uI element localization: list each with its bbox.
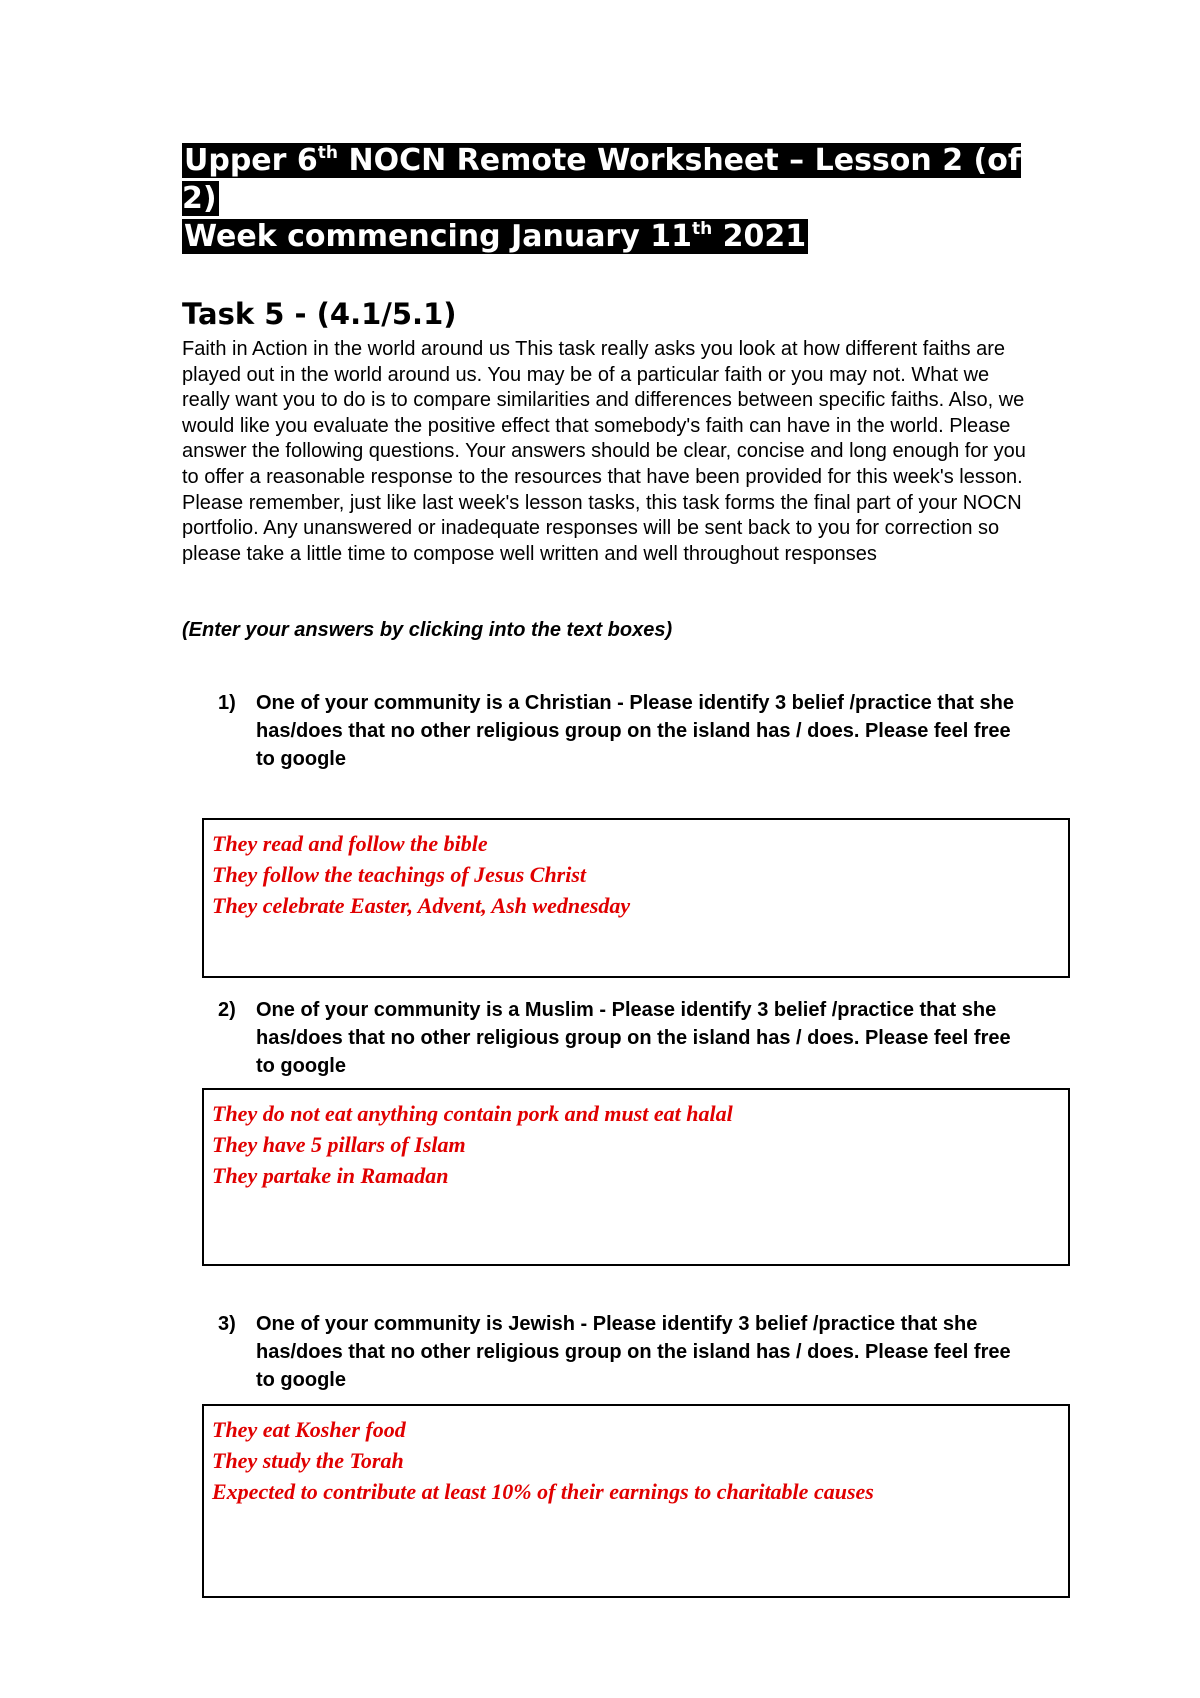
- worksheet-title: [182, 142, 1032, 256]
- question-3: [218, 1310, 1018, 1394]
- title-line-2: Week commencing January 11th 2021: [184, 219, 807, 254]
- answer-line: They celebrate Easter, Advent, Ash wednesday: [212, 893, 631, 918]
- answer-line: They study the Torah: [212, 1448, 404, 1473]
- answer-line: They eat Kosher food: [212, 1417, 406, 1442]
- question-text: One of your community is a Christian - Please identify 3 belief /practice that she has/does that no other religious group on the island has / does. Please feel free to google: [256, 692, 1014, 770]
- question-text: One of your community is a Muslim - Please identify 3 belief /practice that she has/does that no other religious group on the island has / does. Please feel free to google: [256, 999, 1011, 1077]
- title-line-1: Upper 6th NOCN Remote Worksheet – Lesson 2 (of 2): [182, 143, 1021, 216]
- question-1: [218, 689, 1018, 773]
- answer-line: They read and follow the bible: [212, 831, 488, 856]
- answer-line: Expected to contribute at least 10% of their earnings to charitable causes: [212, 1479, 874, 1504]
- answer-box-muslim[interactable]: [202, 1088, 1070, 1266]
- question-number: 2): [218, 999, 236, 1021]
- answer-instruction: (Enter your answers by clicking into the text boxes): [182, 619, 673, 641]
- question-text: One of your community is Jewish - Please identify 3 belief /practice that she has/does that no other religious group on the island has / does. Please feel free to google: [256, 1313, 1011, 1391]
- answer-line: They follow the teachings of Jesus Christ: [212, 862, 587, 887]
- answer-line: They partake in Ramadan: [212, 1163, 449, 1188]
- question-2: [218, 996, 1018, 1080]
- task-intro: Faith in Action in the world around us This task really asks you look at how different faiths are played out in the world around us. You may be of a particular faith or you may not. What we really want you to do is to compare similarities and differences between specific faiths. Also, we would like you evaluate the positive effect that somebody's faith can have in the world. Please answer the following questions. Your answers should be clear, concise and long enough for you to offer a reasonable response to the resources that have been provided for this week's lesson. Please remember, just like last week's lesson tasks, this task forms the final part of your NOCN portfolio. Any unanswered or inadequate responses will be sent back to you for correction so please take a little time to compose well written and well throughout responses: [182, 338, 1026, 565]
- answer-line: They have 5 pillars of Islam: [212, 1132, 466, 1157]
- answer-box-jewish[interactable]: [202, 1404, 1070, 1598]
- question-number: 1): [218, 692, 236, 714]
- question-number: 3): [218, 1313, 236, 1335]
- answer-line: They do not eat anything contain pork and must eat halal: [212, 1101, 733, 1126]
- answer-box-christian[interactable]: [202, 818, 1070, 978]
- task-heading: Task 5 - (4.1/5.1): [182, 297, 457, 331]
